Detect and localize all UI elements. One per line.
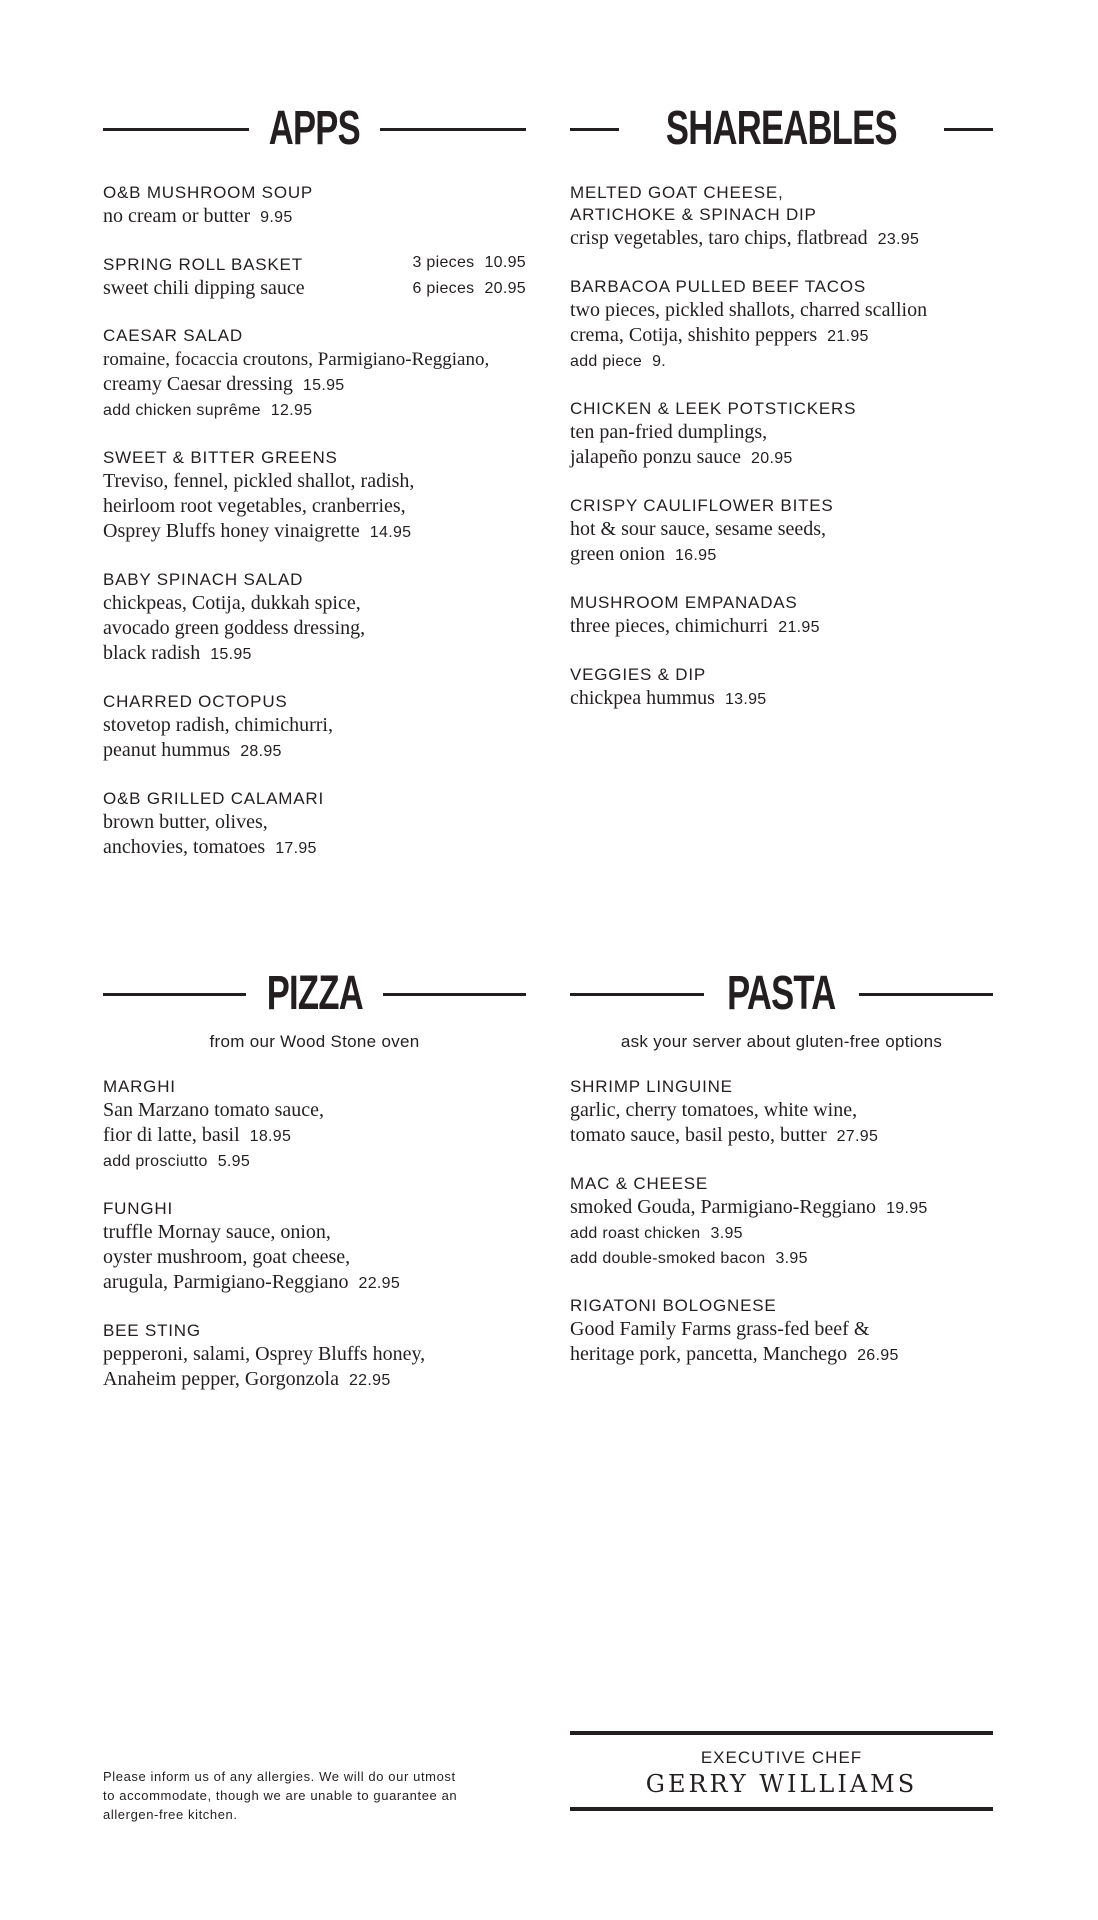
heading-rule [103, 128, 249, 131]
item-name: FUNGHI [103, 1199, 173, 1218]
item-description: garlic, cherry tomatoes, white wine, [570, 1099, 858, 1121]
addon-price: 9. [652, 353, 667, 370]
menu-item [570, 592, 993, 640]
item-description: creamy Caesar dressing 15.95 [103, 373, 345, 395]
section-subtitle: from our Wood Stone oven [209, 1032, 420, 1051]
menu-item [570, 1173, 993, 1271]
heading-rule [103, 993, 246, 996]
menu-item [103, 691, 526, 764]
item-description: stovetop radish, chimichurri, [103, 714, 333, 736]
heading-rule [859, 993, 993, 996]
item-price: 10.95 [484, 254, 526, 271]
item-name: CHARRED OCTOPUS [103, 692, 288, 711]
item-price: 21.95 [827, 328, 869, 345]
item-name: SHRIMP LINGUINE [570, 1077, 733, 1096]
addon-price: 5.95 [217, 1153, 251, 1170]
item-name: MUSHROOM EMPANADAS [570, 593, 798, 612]
menu-item [570, 1076, 993, 1149]
item-description: romaine, focaccia croutons, Parmigiano-Reggiano, [103, 349, 490, 370]
item-description: oyster mushroom, goat cheese, [103, 1246, 351, 1268]
menu-item [570, 495, 993, 568]
item-price: 20.95 [484, 280, 526, 297]
chef-label: EXECUTIVE CHEF [700, 1748, 863, 1767]
allergy-note-line: allergen-free kitchen. [103, 1807, 238, 1822]
menu-item [570, 1295, 993, 1368]
section-subtitle: ask your server about gluten-free options [620, 1032, 943, 1051]
addon-price: 3.95 [710, 1225, 743, 1242]
item-name: O&B MUSHROOM SOUP [103, 183, 314, 202]
item-price: 9.95 [260, 209, 293, 226]
item-name: MARGHI [103, 1077, 176, 1096]
pasta-heading [570, 964, 993, 1024]
item-price: 15.95 [302, 377, 345, 394]
section-title: APPS [268, 102, 361, 155]
item-description: black radish 15.95 [103, 642, 252, 664]
item-description: peanut hummus 28.95 [103, 739, 282, 761]
section-title: SHAREABLES [666, 102, 897, 155]
item-name: CHICKEN & LEEK POTSTICKERS [570, 399, 857, 418]
item-description: fior di latte, basil 18.95 [103, 1124, 292, 1146]
section-title: PIZZA [266, 967, 363, 1020]
apps-section [103, 99, 526, 885]
item-name: CAESAR SALAD [103, 326, 243, 345]
item-addon: add prosciutto 5.95 [103, 1153, 251, 1170]
item-price: 19.95 [886, 1200, 928, 1217]
item-description: jalapeño ponzu sauce 20.95 [570, 446, 793, 468]
menu-item [103, 325, 526, 423]
item-price: 23.95 [877, 231, 920, 248]
item-name: SWEET & BITTER GREENS [103, 448, 338, 467]
item-name: BEE STING [103, 1321, 201, 1340]
menu-item [103, 569, 526, 667]
menu-item [103, 182, 526, 230]
item-name: BARBACOA PULLED BEEF TACOS [570, 277, 867, 296]
heading-rule [570, 128, 619, 131]
item-description: brown butter, olives, [103, 811, 268, 833]
addon-price: 12.95 [270, 402, 313, 419]
item-description: sweet chili dipping sauce [103, 277, 305, 299]
addon-price: 3.95 [775, 1250, 808, 1267]
menu-item [103, 1320, 526, 1393]
menu-item [103, 1198, 526, 1296]
allergy-note-line: Please inform us of any allergies. We will do our utmost [103, 1769, 456, 1784]
item-description: green onion 16.95 [570, 543, 717, 565]
item-price: 13.95 [724, 691, 767, 708]
chef-name: GERRY WILLIAMS [645, 1770, 918, 1798]
item-name: RIGATONI BOLOGNESE [570, 1296, 777, 1315]
heading-rule [570, 993, 704, 996]
item-price: 16.95 [674, 547, 717, 564]
section-title: PASTA [727, 967, 836, 1020]
pizza-section [103, 964, 526, 1417]
shareables-section [570, 99, 993, 736]
item-option: 6 pieces 20.95 [412, 280, 526, 297]
item-addon: add double-smoked bacon 3.95 [570, 1250, 808, 1267]
item-description: no cream or butter 9.95 [103, 205, 293, 227]
allergy-note [103, 1767, 533, 1824]
item-price: 14.95 [369, 524, 412, 541]
item-name: O&B GRILLED CALAMARI [103, 789, 325, 808]
item-name: MAC & CHEESE [570, 1174, 709, 1193]
shareables-heading [570, 99, 993, 159]
item-description: ten pan-fried dumplings, [570, 421, 768, 443]
item-price: 27.95 [836, 1128, 879, 1145]
item-description: pepperoni, salami, Osprey Bluffs honey, [103, 1343, 426, 1365]
item-name: VEGGIES & DIP [570, 665, 707, 684]
item-price: 20.95 [751, 450, 793, 467]
menu-item [103, 1076, 526, 1174]
item-description: crema, Cotija, shishito peppers 21.95 [570, 324, 869, 346]
item-description: Treviso, fennel, pickled shallot, radish, [103, 470, 415, 492]
item-price: 18.95 [249, 1128, 292, 1145]
item-addon: add roast chicken 3.95 [570, 1225, 743, 1242]
item-name: CRISPY CAULIFLOWER BITES [570, 496, 834, 515]
item-price: 21.95 [778, 619, 820, 636]
item-description: San Marzano tomato sauce, [103, 1099, 325, 1121]
menu-item [103, 788, 526, 861]
item-price: 15.95 [210, 646, 252, 663]
item-description: Osprey Bluffs honey vinaigrette 14.95 [103, 520, 412, 542]
item-addon: add chicken suprême 12.95 [103, 402, 313, 419]
item-price: 26.95 [857, 1347, 899, 1364]
menu-item [570, 276, 993, 374]
pizza-heading [103, 964, 526, 1024]
item-description: chickpeas, Cotija, dukkah spice, [103, 592, 361, 614]
menu-item [570, 664, 993, 712]
menu-item [103, 447, 526, 545]
pasta-section [570, 964, 993, 1392]
heading-rule [944, 128, 993, 131]
allergy-note-line: to accommodate, though we are unable to guarantee an [103, 1788, 458, 1803]
item-description: tomato sauce, basil pesto, butter 27.95 [570, 1124, 879, 1146]
item-name: MELTED GOAT CHEESE, [570, 183, 784, 202]
item-price: 22.95 [358, 1275, 401, 1292]
menu-item [570, 398, 993, 471]
item-name: SPRING ROLL BASKET [103, 255, 303, 274]
item-description: crisp vegetables, taro chips, flatbread 23.95 [570, 227, 920, 249]
item-description: arugula, Parmigiano-Reggiano 22.95 [103, 1271, 401, 1293]
item-name: ARTICHOKE & SPINACH DIP [570, 205, 817, 224]
item-description: chickpea hummus 13.95 [570, 687, 767, 709]
item-description: avocado green goddess dressing, [103, 617, 366, 639]
item-description: three pieces, chimichurri 21.95 [570, 615, 820, 637]
heading-rule [383, 993, 526, 996]
item-description: truffle Mornay sauce, onion, [103, 1221, 331, 1243]
item-description: two pieces, pickled shallots, charred scallion [570, 299, 928, 321]
menu-item [103, 254, 526, 301]
menu-item [570, 182, 993, 252]
heading-rule [380, 128, 526, 131]
item-description: anchovies, tomatoes 17.95 [103, 836, 317, 858]
item-description: heritage pork, pancetta, Manchego 26.95 [570, 1343, 899, 1365]
item-description: smoked Gouda, Parmigiano-Reggiano 19.95 [570, 1196, 928, 1218]
item-addon: add piece 9. [570, 353, 667, 370]
item-description: Anaheim pepper, Gorgonzola 22.95 [103, 1368, 391, 1390]
executive-chef-box [570, 1731, 993, 1811]
item-option: 3 pieces 10.95 [412, 254, 526, 271]
item-price: 17.95 [275, 840, 317, 857]
item-price: 28.95 [240, 743, 282, 760]
apps-heading [103, 99, 526, 159]
item-description: heirloom root vegetables, cranberries, [103, 495, 406, 517]
item-price: 22.95 [348, 1372, 391, 1389]
item-name: BABY SPINACH SALAD [103, 570, 304, 589]
item-description: Good Family Farms grass-fed beef & [570, 1318, 870, 1340]
item-description: hot & sour sauce, sesame seeds, [570, 518, 827, 540]
